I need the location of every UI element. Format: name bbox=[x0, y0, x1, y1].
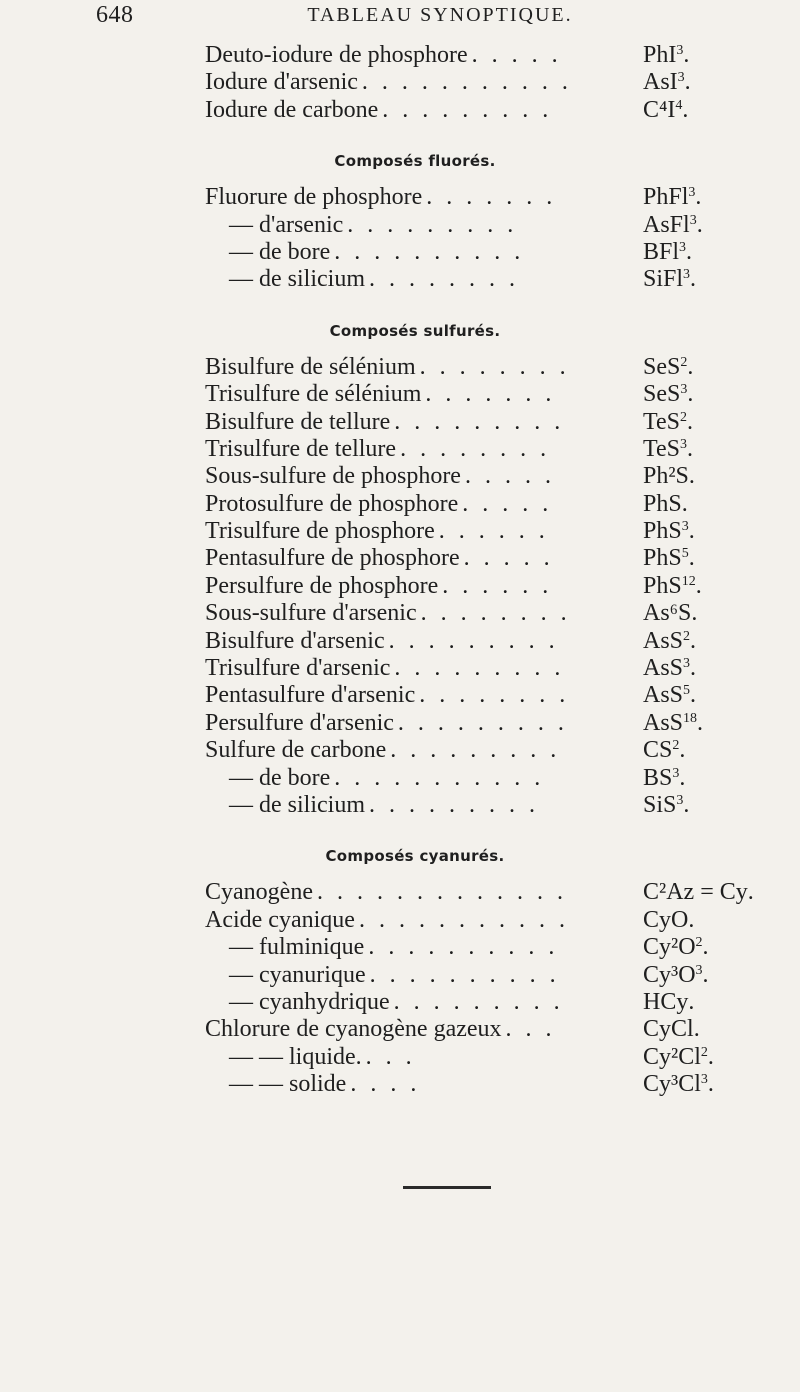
table-row bbox=[205, 573, 765, 600]
dot-leader: . . . . . . . . . . . bbox=[358, 906, 569, 933]
formula-base: AsI bbox=[643, 69, 678, 96]
closing-rule bbox=[403, 1186, 491, 1189]
dot-leader: . . . . . bbox=[462, 490, 553, 517]
formula-exponent: 3 bbox=[700, 1072, 708, 1088]
formula-base: PhS bbox=[643, 490, 682, 517]
compound-name: — de silicium bbox=[229, 266, 365, 293]
dot-leader: . . . . . . . . . . . . . bbox=[316, 879, 567, 906]
section-spacer bbox=[205, 124, 765, 152]
table-row bbox=[205, 1044, 765, 1071]
formula-base: PhS bbox=[643, 545, 682, 572]
compound-name: Bisulfure de sélénium bbox=[205, 353, 416, 380]
formula-period: . bbox=[702, 961, 709, 988]
section-spacer bbox=[205, 294, 765, 322]
dot-leader: . . . . . . . . . bbox=[393, 988, 564, 1015]
formula-exponent: 3 bbox=[688, 185, 696, 201]
chemical-formula bbox=[643, 436, 765, 463]
compound-name: — cyanurique bbox=[229, 961, 366, 988]
dot-leader: . . . . . . . . . bbox=[390, 737, 561, 764]
section-heading: Composés cyanurés. bbox=[325, 847, 505, 866]
formula-period: . bbox=[695, 184, 702, 211]
dot-leader: . . . . . . . . bbox=[400, 435, 551, 462]
table-row bbox=[205, 354, 765, 381]
table-row bbox=[205, 463, 765, 490]
formula-period: . bbox=[693, 1016, 700, 1043]
compound-name: Pentasulfure de phosphore bbox=[205, 545, 460, 572]
formula-base: TeS bbox=[643, 435, 680, 462]
dot-leader: . . . . . . . . bbox=[419, 353, 570, 380]
formula-base: PhI bbox=[643, 42, 677, 68]
running-head: TABLEAU SYNOPTIQUE. bbox=[307, 4, 573, 26]
formula-base: AsS bbox=[643, 655, 684, 682]
formula-base: CS bbox=[643, 737, 673, 764]
formula-exponent: 3 bbox=[681, 519, 689, 535]
compound-name: Iodure d'arsenic bbox=[205, 69, 358, 96]
formula-base: As⁶S bbox=[643, 600, 692, 627]
page-body bbox=[205, 42, 765, 1099]
formula-exponent: 3 bbox=[683, 267, 691, 283]
formula-period: . bbox=[679, 737, 686, 764]
formula-base: PhFl bbox=[643, 184, 689, 211]
formula-base: BS bbox=[643, 764, 673, 791]
chemical-formula bbox=[643, 463, 765, 490]
table-row bbox=[205, 737, 765, 764]
formula-period: . bbox=[702, 934, 709, 961]
formula-period: . bbox=[747, 879, 754, 906]
formula-period: . bbox=[688, 988, 695, 1015]
formula-period: . bbox=[707, 1071, 714, 1098]
formula-base: SiS bbox=[643, 791, 677, 818]
table-row bbox=[205, 765, 765, 792]
dot-leader: . . . . . . . . . . . bbox=[361, 69, 572, 96]
formula-base: HCy bbox=[643, 988, 689, 1015]
formula-exponent: 3 bbox=[676, 43, 684, 58]
table-row bbox=[205, 1071, 765, 1098]
table-row bbox=[205, 436, 765, 463]
chemical-formula bbox=[643, 184, 765, 211]
compound-name: — — liquide. bbox=[229, 1043, 362, 1070]
compound-name: Trisulfure d'arsenic bbox=[205, 655, 391, 682]
compound-name: Persulfure d'arsenic bbox=[205, 709, 394, 736]
formula-period: . bbox=[679, 764, 686, 791]
compound-name: Acide cyanique bbox=[205, 906, 355, 933]
chemical-formula bbox=[643, 710, 765, 737]
compound-name: Trisulfure de sélénium bbox=[205, 381, 422, 408]
chemical-formula bbox=[643, 792, 765, 819]
chemical-formula bbox=[643, 545, 765, 572]
formula-period: . bbox=[690, 655, 697, 682]
dot-leader: . . . . . . . . . . . bbox=[334, 764, 545, 791]
compound-name: Sulfure de carbone bbox=[205, 737, 387, 764]
dot-leader: . . . . . bbox=[464, 463, 555, 490]
chemical-formula bbox=[643, 212, 765, 239]
chemical-formula bbox=[643, 354, 765, 381]
formula-base: AsS bbox=[643, 682, 684, 709]
section-spacer bbox=[205, 819, 765, 847]
chemical-formula bbox=[643, 989, 765, 1016]
formula-base: Cy²Cl bbox=[643, 1043, 701, 1070]
chemical-formula bbox=[643, 518, 765, 545]
compound-name: Deuto-iodure de phosphore bbox=[205, 42, 468, 68]
formula-exponent: 5 bbox=[683, 683, 691, 699]
formula-period: . bbox=[690, 266, 697, 293]
chemical-formula bbox=[643, 1044, 765, 1071]
formula-exponent: 2 bbox=[700, 1044, 708, 1060]
dot-leader: . . . . . . . . . bbox=[382, 96, 553, 123]
compound-name: — d'arsenic bbox=[229, 211, 344, 238]
formula-exponent: 2 bbox=[683, 628, 691, 644]
formula-base: Cy³Cl bbox=[643, 1071, 701, 1098]
table-row bbox=[205, 879, 765, 906]
dot-leader: . . . . . . . bbox=[426, 184, 557, 211]
formula-exponent: 2 bbox=[672, 738, 680, 754]
chemical-formula bbox=[643, 97, 765, 124]
table-row bbox=[205, 962, 765, 989]
formula-period: . bbox=[696, 211, 703, 238]
chemical-formula bbox=[643, 907, 765, 934]
formula-exponent: 2 bbox=[680, 354, 688, 370]
chemical-formula bbox=[643, 69, 765, 96]
formula-exponent: 3 bbox=[695, 962, 703, 978]
compound-name: Chlorure de cyanogène gazeux bbox=[205, 1016, 502, 1043]
compound-name: Sous-sulfure d'arsenic bbox=[205, 600, 417, 627]
table-row bbox=[205, 907, 765, 934]
section-spacer bbox=[205, 340, 765, 354]
chemical-formula bbox=[643, 491, 765, 518]
formula-period: . bbox=[683, 791, 690, 818]
formula-base: PhS bbox=[643, 518, 682, 545]
formula-base: CyO bbox=[643, 906, 689, 933]
dot-leader: . . . . . . . . bbox=[368, 266, 519, 293]
formula-period: . bbox=[707, 1043, 714, 1070]
dot-leader: . . . . . . . . . bbox=[394, 408, 565, 435]
formula-period: . bbox=[687, 381, 694, 408]
dot-leader: . . . . . . . . . . bbox=[369, 961, 560, 988]
chemical-formula bbox=[643, 600, 765, 627]
table-row bbox=[205, 239, 765, 266]
dot-leader: . . . bbox=[365, 1043, 416, 1070]
table-row bbox=[205, 1016, 765, 1043]
formula-period: . bbox=[686, 435, 693, 462]
compound-name: — de silicium bbox=[229, 791, 365, 818]
dot-leader: . . . bbox=[505, 1016, 556, 1043]
formula-period: . bbox=[682, 96, 689, 123]
dot-leader: . . . . . . . bbox=[425, 381, 556, 408]
table-row bbox=[205, 989, 765, 1016]
compound-name: — fulminique bbox=[229, 934, 365, 961]
compound-name: Protosulfure de phosphore bbox=[205, 490, 459, 517]
table-row bbox=[205, 655, 765, 682]
chemical-formula bbox=[643, 409, 765, 436]
table-row bbox=[205, 409, 765, 436]
formula-exponent: 3 bbox=[677, 70, 685, 86]
table-row bbox=[205, 184, 765, 211]
table-row bbox=[205, 266, 765, 293]
page-number: 648 bbox=[96, 2, 134, 28]
dot-leader: . . . . bbox=[350, 1071, 421, 1098]
formula-exponent: 3 bbox=[689, 212, 697, 228]
dot-leader: . . . . . . . . bbox=[419, 682, 570, 709]
formula-period: . bbox=[684, 69, 691, 96]
compound-name: — de bore bbox=[229, 764, 331, 791]
chemical-formula bbox=[643, 1016, 765, 1043]
formula-base: SeS bbox=[643, 353, 681, 380]
chemical-formula bbox=[643, 962, 765, 989]
compound-name: Trisulfure de tellure bbox=[205, 435, 397, 462]
formula-exponent: 2 bbox=[679, 409, 687, 425]
formula-period: . bbox=[687, 353, 694, 380]
table-row bbox=[205, 518, 765, 545]
dot-leader: . . . . . . . . . bbox=[388, 627, 559, 654]
formula-exponent: 12 bbox=[681, 573, 696, 589]
table-row bbox=[205, 628, 765, 655]
formula-exponent: 18 bbox=[683, 710, 698, 726]
section-spacer bbox=[205, 170, 765, 184]
dot-leader: . . . . . bbox=[471, 42, 562, 68]
formula-period: . bbox=[697, 709, 704, 736]
formula-period: . bbox=[686, 408, 693, 435]
formula-base: C⁴I bbox=[643, 96, 676, 123]
chemical-formula bbox=[643, 42, 765, 69]
dot-leader: . . . . . . . . . . bbox=[334, 238, 525, 265]
formula-base: BFl bbox=[643, 238, 680, 265]
dot-leader: . . . . . . bbox=[438, 518, 549, 545]
formula-period: . bbox=[681, 490, 688, 517]
formula-period: . bbox=[690, 627, 697, 654]
formula-period: . bbox=[686, 238, 693, 265]
formula-base: PhS bbox=[643, 572, 682, 599]
formula-period: . bbox=[695, 572, 702, 599]
chemical-formula bbox=[643, 655, 765, 682]
chemical-formula bbox=[643, 1071, 765, 1098]
compound-name: — — solide bbox=[229, 1071, 347, 1098]
chemical-formula bbox=[643, 573, 765, 600]
formula-period: . bbox=[688, 906, 695, 933]
table-row bbox=[205, 792, 765, 819]
section-heading: Composés sulfurés. bbox=[329, 321, 501, 340]
formula-base: CyCl bbox=[643, 1016, 694, 1043]
formula-base: Cy³O bbox=[643, 961, 696, 988]
formula-base: AsFl bbox=[643, 211, 690, 238]
formula-exponent: 5 bbox=[681, 546, 689, 562]
table-row bbox=[205, 69, 765, 96]
section-heading: Composés fluorés. bbox=[334, 152, 496, 171]
formula-base: AsS bbox=[643, 627, 684, 654]
dot-leader: . . . . . . . . bbox=[420, 600, 571, 627]
formula-exponent: 3 bbox=[672, 765, 680, 781]
compound-name: Cyanogène bbox=[205, 879, 313, 906]
chemical-formula bbox=[643, 879, 765, 906]
table-row bbox=[205, 682, 765, 709]
chemical-formula bbox=[643, 266, 765, 293]
compound-name: Bisulfure de tellure bbox=[205, 408, 391, 435]
chemical-formula bbox=[643, 381, 765, 408]
compound-name: — cyanhydrique bbox=[229, 988, 390, 1015]
chemical-formula bbox=[643, 682, 765, 709]
formula-exponent: 3 bbox=[676, 792, 684, 808]
formula-base: C²Az = Cy bbox=[643, 879, 748, 906]
formula-base: SiFl bbox=[643, 266, 684, 293]
dot-leader: . . . . . bbox=[463, 545, 554, 572]
compound-name: Fluorure de phosphore bbox=[205, 184, 423, 211]
table-row bbox=[205, 42, 765, 69]
compound-name: — de bore bbox=[229, 238, 331, 265]
compound-name: Bisulfure d'arsenic bbox=[205, 627, 385, 654]
dot-leader: . . . . . . . . . bbox=[347, 211, 518, 238]
dot-leader: . . . . . . . . . bbox=[397, 709, 568, 736]
formula-exponent: 3 bbox=[679, 239, 687, 255]
table-row bbox=[205, 381, 765, 408]
dot-leader: . . . . . . . . . bbox=[394, 655, 565, 682]
compound-name: Pentasulfure d'arsenic bbox=[205, 682, 416, 709]
formula-base: TeS bbox=[643, 408, 680, 435]
dot-leader: . . . . . . bbox=[442, 572, 553, 599]
compound-name: Sous-sulfure de phosphore bbox=[205, 463, 461, 490]
dot-leader: . . . . . . . . . . bbox=[368, 934, 559, 961]
formula-base: Ph²S bbox=[643, 463, 689, 490]
formula-period: . bbox=[688, 518, 695, 545]
table-row bbox=[205, 545, 765, 572]
compound-name: Iodure de carbone bbox=[205, 96, 379, 123]
dot-leader: . . . . . . . . . bbox=[368, 791, 539, 818]
chemical-formula bbox=[643, 765, 765, 792]
formula-period: . bbox=[683, 42, 690, 68]
section-spacer bbox=[205, 865, 765, 879]
chemical-formula bbox=[643, 934, 765, 961]
formula-exponent: 2 bbox=[695, 935, 703, 951]
formula-period: . bbox=[691, 600, 698, 627]
formula-base: SeS bbox=[643, 381, 681, 408]
table-row bbox=[205, 600, 765, 627]
formula-base: AsS bbox=[643, 709, 684, 736]
table-row bbox=[205, 212, 765, 239]
table-row bbox=[205, 934, 765, 961]
compound-name: Trisulfure de phosphore bbox=[205, 518, 435, 545]
formula-period: . bbox=[690, 682, 697, 709]
formula-exponent: 3 bbox=[683, 656, 691, 672]
table-row bbox=[205, 710, 765, 737]
chemical-formula bbox=[643, 737, 765, 764]
table-row bbox=[205, 491, 765, 518]
formula-period: . bbox=[688, 463, 695, 490]
compound-name: Persulfure de phosphore bbox=[205, 572, 439, 599]
formula-period: . bbox=[688, 545, 695, 572]
formula-exponent: 3 bbox=[680, 382, 688, 398]
formula-base: Cy²O bbox=[643, 934, 696, 961]
formula-exponent: 4 bbox=[675, 97, 683, 113]
chemical-formula bbox=[643, 239, 765, 266]
formula-exponent: 3 bbox=[679, 436, 687, 452]
table-row bbox=[205, 97, 765, 124]
chemical-formula bbox=[643, 628, 765, 655]
